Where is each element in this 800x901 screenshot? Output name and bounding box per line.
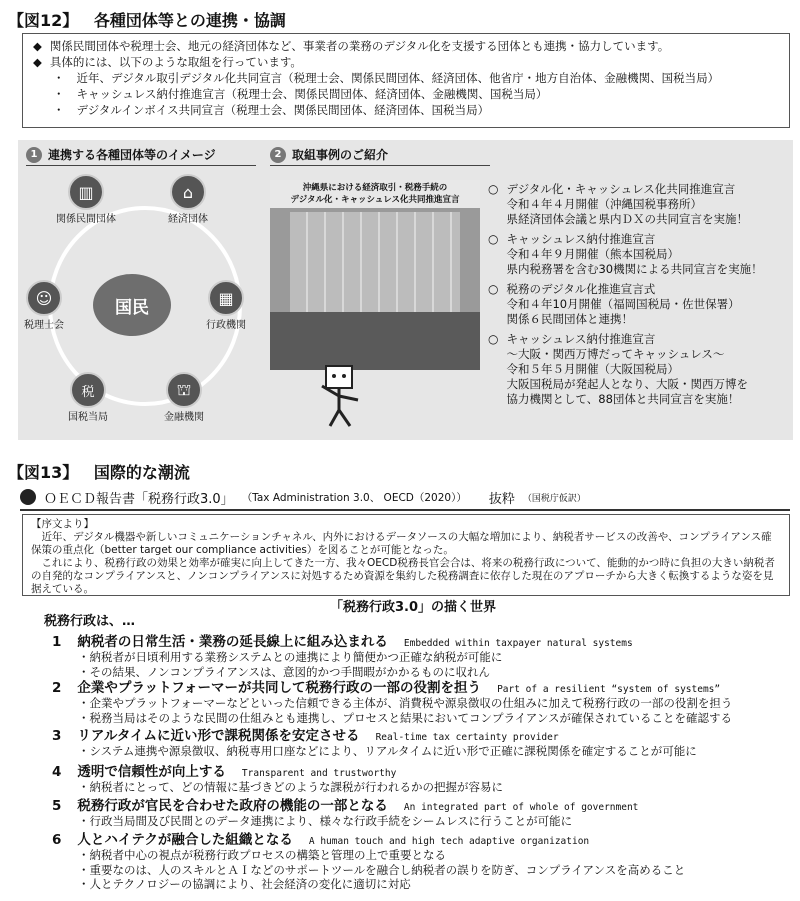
world-lead: 税務行政は、…	[44, 614, 136, 629]
world-item: 1 納税者の日常生活・業務の延長線上に組み込まれる Embedded within taxpayer natural systems ・納税者が日頃利用する業務システムとの連携により簡便かつ正確な納税が可能に ・その結果、ノンコンプライアンスは、意図的かつ手間暇がかかるものに収れん	[52, 634, 633, 679]
bullet-dot-icon	[20, 489, 36, 505]
office-icon: ▦	[208, 280, 244, 316]
photo-backdrop	[290, 212, 460, 312]
preface-box	[22, 514, 790, 596]
summary-sub: ・ 近年、デジタル取引デジタル化共同宣言（税理士会、関係民間団体、経済団体、他省庁・地方自治体、金融機関、国税当局）	[53, 71, 720, 85]
event-photo	[270, 180, 480, 370]
fig13-number: 【図13】	[8, 463, 79, 482]
tax-icon: 税	[70, 372, 106, 408]
fig12-heading: 各種団体等との連携・協調	[93, 11, 286, 30]
person-icon: ☺	[26, 280, 62, 316]
house-icon: ⌂	[170, 174, 206, 210]
oecd-title-bar	[20, 486, 790, 508]
fig12-number: 【図12】	[8, 11, 79, 30]
summary-bullet: ◆ 関係民間団体や税理士会、地元の経済団体など、事業者の業務のデジタル化を支援する団体とも連携・協力しています。	[33, 39, 670, 53]
photo-banner: 沖縄県における経済取引・税務手続の デジタル化・キャッシュレス化共同推進宣言	[270, 180, 480, 208]
divider	[20, 509, 790, 511]
building-icon: ▥	[68, 174, 104, 210]
world-item: 6 人とハイテクが融合した組織となる A human touch and high tech adaptive organization ・納税者中心の視点が税務行政プロセスの構築と管理の上で重要となる ・重要なのは、人のスキルとＡＩなどのサポートツールを融合し納税者の誤りを防ぎ、コンプライアンスを高めること ・人とテクノロジーの協調により、社会経済の変化に適切に対応	[52, 832, 686, 891]
org-private-groups: ▥ 関係民間団体	[56, 174, 116, 225]
preface-paragraph: 近年、デジタル機器や新しいコミュニケーションチャネル、内外におけるデータソースの大幅な増加により、納税者サービスの改善や、コンプライアンス確保策の重点化（better target our compliance activities）を図ることが可能となった。	[31, 531, 772, 556]
world-title: 「税務行政3.0」の描く世界	[330, 600, 497, 615]
example-item: ○ キャッシュレス納付推進宣言 令和４年９月開催（熊本国税局） 県内税務署を含む30機関による共同宣言を実施！	[488, 232, 763, 276]
org-tax-accountants: ☺ 税理士会	[24, 280, 64, 331]
example-item: ○ キャッシュレス納付推進宣言 ～大阪・関西万博だってキャッシュレス～ 令和５年５月開催（大阪国税局） 大阪国税局が発起人となり、大阪・関西万博を 協力機関として、88団体と共同宣言を実施！	[488, 332, 748, 406]
fig12-title	[8, 8, 286, 31]
section2-number: 2	[270, 147, 286, 163]
summary-sub: ・ キャッシュレス納付推進宣言（税理士会、関係民間団体、経済団体、金融機関、国税当局）	[53, 87, 548, 101]
org-administration: ▦ 行政機関	[206, 280, 246, 331]
world-item: 5 税務行政が官民を合わせた政府の機能の一部となる An integrated part of whole of government ・行政当局間及び民間とのデータ連携により、様々な行政手続をシームレスに行うことが可能に	[52, 798, 639, 828]
org-economic-groups: ⌂ 経済団体	[168, 174, 208, 225]
bank-icon: ⛫	[166, 372, 202, 408]
fig12-panel	[18, 140, 793, 440]
preface-label: 【序文より】	[31, 518, 94, 530]
excerpt-label: 抜粋	[488, 491, 515, 507]
excerpt-note: （国税庁仮訳）	[522, 493, 586, 504]
section1-title: 連携する各種団体等のイメージ	[48, 148, 216, 162]
org-tax-authority: 税 国税当局	[68, 372, 108, 423]
section1-header	[26, 146, 256, 166]
fig13-title	[8, 460, 190, 483]
example-item: ○ 税務のデジタル化推進宣言式 令和４年10月開催（福岡国税局・佐世保署） 関係６民間団体と連携！	[488, 282, 740, 326]
oecd-subtitle: （Tax Administration 3.0、 OECD（2020））	[241, 491, 467, 504]
summary-sub: ・ デジタルインボイス共同宣言（税理士会、関係民間団体、経済団体、国税当局）	[53, 103, 490, 117]
photo-table	[270, 312, 480, 370]
section2-header	[270, 146, 490, 166]
mascot-icon	[308, 360, 368, 430]
section1-number: 1	[26, 147, 42, 163]
citizens-center: 国民	[93, 274, 171, 336]
oecd-title: ＯＥＣＤ報告書「税務行政3.0」	[44, 491, 234, 507]
fig12-summary-box	[22, 33, 790, 128]
world-item: 2 企業やプラットフォーマーが共同して税務行政の一部の役割を担う Part of a resilient “system of systems” ・企業やプラットフォーマーなどといった信頼できる主体が、消費税や源泉徴収の仕組みに加えて税務行政の一部の役割を担う ・税務当局はそのような民間の仕組みとも連携し、プロセスと結果においてコンプライアンスが確保されていることを確認する	[52, 680, 733, 725]
world-item: 3 リアルタイムに近い形で課税関係を安定させる Real-time tax certainty provider ・システム連携や源泉徴収、納税専用口座などにより、リアルタイムに近い形で正確に課税関係を確定することが可能に	[52, 728, 697, 758]
summary-bullet: ◆ 具体的には、以下のような取組を行っています。	[33, 55, 302, 69]
world-item: 4 透明で信頼性が向上する Transparent and trustworthy ・納税者にとって、どの情報に基づきどのような課税が行われるかの把握が容易に	[52, 764, 504, 794]
example-list	[488, 182, 788, 412]
org-financial: ⛫ 金融機関	[164, 372, 204, 423]
example-item: ○ デジタル化・キャッシュレス化共同推進宣言 令和４年４月開催（沖縄国税事務所） 県経済団体会議と県内ＤＸの共同宣言を実施！	[488, 182, 748, 226]
section2-title: 取組事例のご紹介	[292, 148, 389, 162]
preface-paragraph: これにより、税務行政の効果と効率が確実に向上してきた一方、我々OECD税務長官会合は、将来の税務行政について、能動的かつ時に負担の大きい納税者の自発的なコンプライアンスと、ノンコンプライアンスに対処するため資源を集約した税務調査に依存した現在のアプローチから大きく転換するような姿を見据えている。	[31, 557, 775, 595]
fig13-heading: 国際的な潮流	[93, 463, 190, 482]
